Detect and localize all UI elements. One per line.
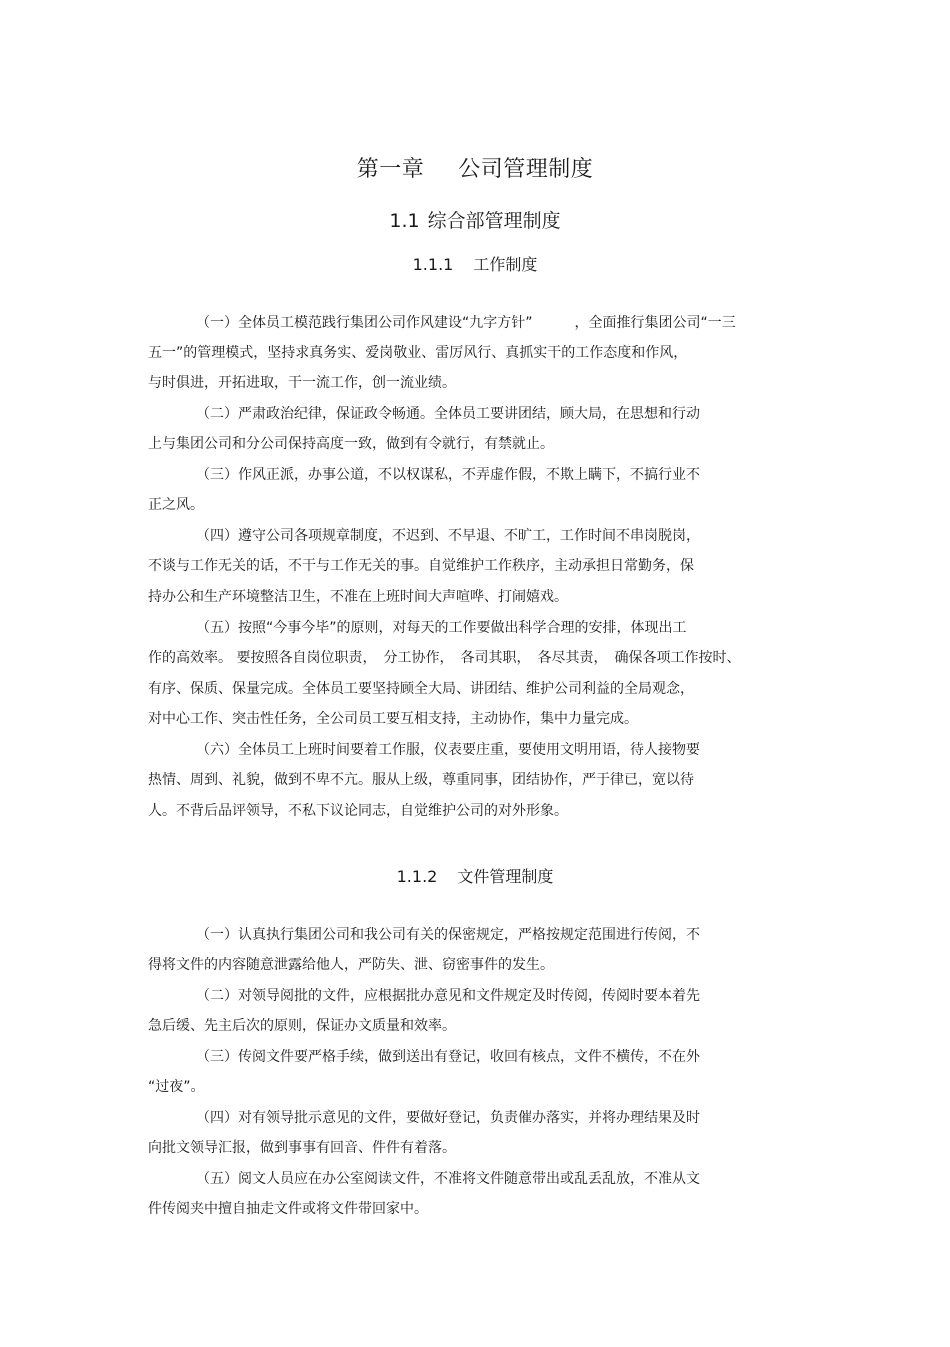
subsection-name: 文件管理制度	[457, 867, 554, 886]
section-title	[0, 206, 950, 233]
section-name: 综合部管理制度	[427, 210, 561, 232]
paragraph-line: 与时俱进，开拓进取，干一流工作，创一流业绩。	[148, 375, 456, 391]
paragraph-line: 向批文领导汇报，做到事事有回音、件件有着落。	[148, 1140, 456, 1156]
paragraph-line: 得将文件的内容随意泄露给他人，严防失、泄、窃密事件的发生。	[148, 957, 554, 973]
paragraph-line: 热情、周到、礼貌，做到不卑不亢。服从上级，尊重同事，团结协作，严于律已，宽以待	[148, 772, 694, 788]
paragraph-line: 有序、保质、保量完成。全体员工要坚持顾全大局、讲团结、维护公司利益的全局观念，	[148, 681, 694, 697]
paragraph-line: （三）传阅文件要严格手续，做到送出有登记，收回有核点，文件不横传，不在外	[196, 1049, 700, 1065]
paragraph-line: （一）全体员工模范践行集团公司作风建设“九字方针” ，全面推行集团公司“一三	[196, 315, 736, 331]
subsection-number: 1.1.2	[396, 867, 438, 886]
paragraph-line: 持办公和生产环境整洁卫生，不准在上班时间大声喧哗、打闹嬉戏。	[148, 589, 568, 605]
paragraph-line: （四）遵守公司各项规章制度，不迟到、不早退、不旷工，工作时间不串岗脱岗，	[196, 528, 700, 544]
subsection-title-document-management	[0, 864, 950, 887]
paragraph-line: 急后缓、先主后次的原则，保证办文质量和效率。	[148, 1018, 456, 1034]
paragraph-line: 上与集团公司和分公司保持高度一致，做到有令就行，有禁就止。	[148, 436, 554, 452]
paragraph-line: 不谈与工作无关的话，不干与工作无关的事。自觉维护工作秩序，主动承担日常勤务，保	[148, 558, 694, 574]
chapter-title	[0, 152, 950, 183]
subsection-title-work-rules	[0, 252, 950, 275]
paragraph-line: 作的高效率。 要按照各自岗位职责， 分工协作， 各司其职， 各尽其责， 确保各项工作按时、	[148, 650, 741, 666]
paragraph-line: （二）对领导阅批的文件，应根据批办意见和文件规定及时传阅，传阅时要本着先	[196, 988, 700, 1004]
paragraph-line: （五）阅文人员应在办公室阅读文件，不准将文件随意带出或乱丢乱放，不准从文	[196, 1171, 700, 1187]
paragraph-line: 件传阅夹中擅自抽走文件或将文件带回家中。	[148, 1201, 428, 1217]
subsection-number: 1.1.1	[412, 255, 454, 274]
paragraph-line: “过夜”。	[148, 1079, 205, 1095]
paragraph-line: （三）作风正派，办事公道，不以权谋私，不弄虚作假，不欺上瞒下，不搞行业不	[196, 467, 700, 483]
paragraph-line: （四）对有领导批示意见的文件，要做好登记，负责催办落实，并将办理结果及时	[196, 1110, 700, 1126]
paragraph-line: （六）全体员工上班时间要着工作服，仪表要庄重，要使用文明用语，待人接物要	[196, 742, 700, 758]
section-number: 1.1	[389, 210, 420, 232]
paragraph-line: （一）认真执行集团公司和我公司有关的保密规定，严格按规定范围进行传阅，不	[196, 927, 700, 943]
paragraph-line: 对中心工作、突击性任务，全公司员工要互相支持，主动协作，集中力量完成。	[148, 711, 638, 727]
subsection-name: 工作制度	[473, 255, 538, 274]
paragraph-line: 正之风。	[148, 497, 204, 513]
paragraph-line: 人。不背后品评领导，不私下议论同志，自觉维护公司的对外形象。	[148, 803, 568, 819]
paragraph-line: 五一”的管理模式，坚持求真务实、爱岗敬业、雷厉风行、真抓实干的工作态度和作风，	[148, 345, 688, 361]
chapter-name: 公司管理制度	[458, 157, 594, 182]
chapter-number: 第一章	[356, 157, 425, 182]
paragraph-line: （五）按照“今事今毕”的原则，对每天的工作要做出科学合理的安排，体现出工	[196, 620, 687, 636]
paragraph-line: （二）严肃政治纪律，保证政令畅通。全体员工要讲团结，顾大局，在思想和行动	[196, 406, 700, 422]
